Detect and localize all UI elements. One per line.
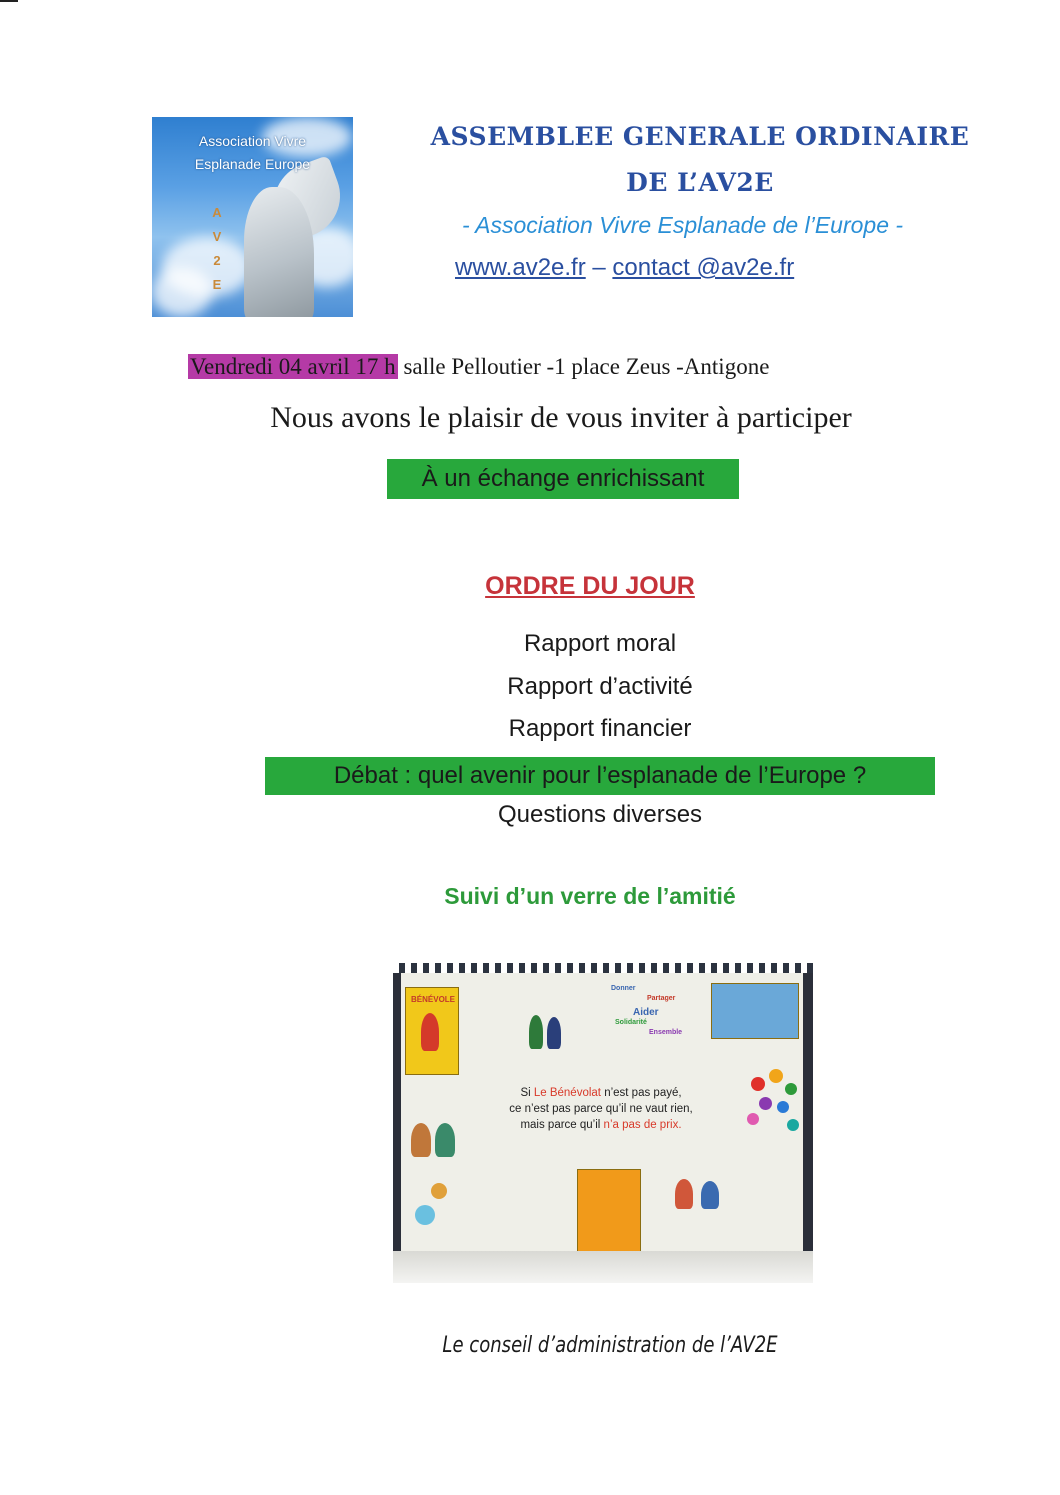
poster-collage: [711, 983, 799, 1039]
poster-word: Aider: [633, 1007, 659, 1018]
poster-quote: [461, 1085, 741, 1133]
scan-corner-mark: [0, 0, 18, 2]
poster-book-orange: [577, 1169, 641, 1253]
poster-border-top: [393, 963, 813, 973]
poster-quote-line1: Si Le Bénévolat n’est pas payé,: [520, 1087, 682, 1099]
poster-tree-dot: [759, 1097, 772, 1110]
poster-figure: [435, 1123, 455, 1157]
page-title-line2: DE L’AV2E: [626, 168, 774, 197]
poster-tree-dot: [751, 1077, 765, 1091]
volunteering-poster-photo: [393, 963, 813, 1283]
link-separator: –: [585, 254, 613, 281]
poster-tree-dot: [747, 1113, 759, 1125]
poster-tree-dot: [785, 1083, 797, 1095]
poster-figure: [529, 1015, 543, 1049]
website-link[interactable]: www.av2e.fr: [455, 254, 586, 281]
logo-text-line1: Association Vivre: [198, 133, 307, 149]
poster-figure: [701, 1181, 719, 1209]
event-location: salle Pelloutier -1 place Zeus -Antigone: [397, 354, 770, 379]
contact-email-link[interactable]: contact @av2e.fr: [612, 254, 795, 281]
agenda-heading: ORDRE DU JOUR: [485, 572, 695, 600]
poster-figure: [421, 1013, 439, 1051]
poster-figure: [675, 1179, 693, 1209]
logo-letter: A: [212, 205, 222, 220]
poster-handprint: [431, 1183, 447, 1199]
agenda-item: Questions diverses: [497, 801, 703, 828]
poster-tree-dot: [777, 1101, 789, 1113]
association-subtitle: - Association Vivre Esplanade de l’Europe -: [461, 212, 904, 238]
poster-tree-dot: [769, 1069, 783, 1083]
poster-quote-line2: ce n’est pas parce qu’il ne vaut rien,: [509, 1103, 693, 1115]
logo-text-line2: Esplanade Europe: [194, 156, 311, 172]
poster-figure: [411, 1123, 431, 1157]
event-date-location: [188, 354, 769, 380]
page-title-line1: ASSEMBLEE GENERALE ORDINAIRE: [430, 122, 970, 151]
logo-letter: 2: [213, 253, 221, 268]
statue-graphic: [244, 187, 314, 317]
poster-word: Solidarité: [615, 1019, 647, 1026]
poster-word: Donner: [611, 985, 636, 992]
signature: Le conseil d’administration de l’AV2E: [442, 1333, 778, 1358]
agenda-item: Rapport financier: [508, 715, 692, 742]
poster-handprint: [415, 1205, 435, 1225]
contact-links: [455, 254, 794, 282]
poster-word: Ensemble: [649, 1029, 683, 1036]
logo-letter: V: [212, 229, 222, 244]
invitation-text: Nous avons le plaisir de vous inviter à participer: [270, 401, 852, 434]
poster-board: [401, 973, 803, 1251]
poster-book-title: BÉNÉVOLE: [411, 995, 456, 1004]
poster-tree-dot: [787, 1119, 799, 1131]
event-date-time: Vendredi 04 avril 17 h: [190, 354, 396, 379]
agenda-item-debate: Débat : quel avenir pour l’esplanade de l’Europe ?: [265, 757, 935, 795]
agenda-item: Rapport moral: [523, 630, 677, 657]
agenda-item: Rapport d’activité: [507, 673, 693, 700]
poster-quote-line3: mais parce qu’il n’a pas de prix.: [520, 1119, 682, 1131]
exchange-highlight: À un échange enrichissant: [387, 459, 739, 499]
logo-letter: E: [212, 277, 222, 292]
closing-note: Suivi d’un verre de l’amitié: [444, 883, 736, 909]
poster-figure: [547, 1017, 561, 1049]
poster-shelf: [393, 1251, 813, 1283]
association-logo: [152, 117, 353, 317]
poster-word: Partager: [647, 995, 676, 1002]
